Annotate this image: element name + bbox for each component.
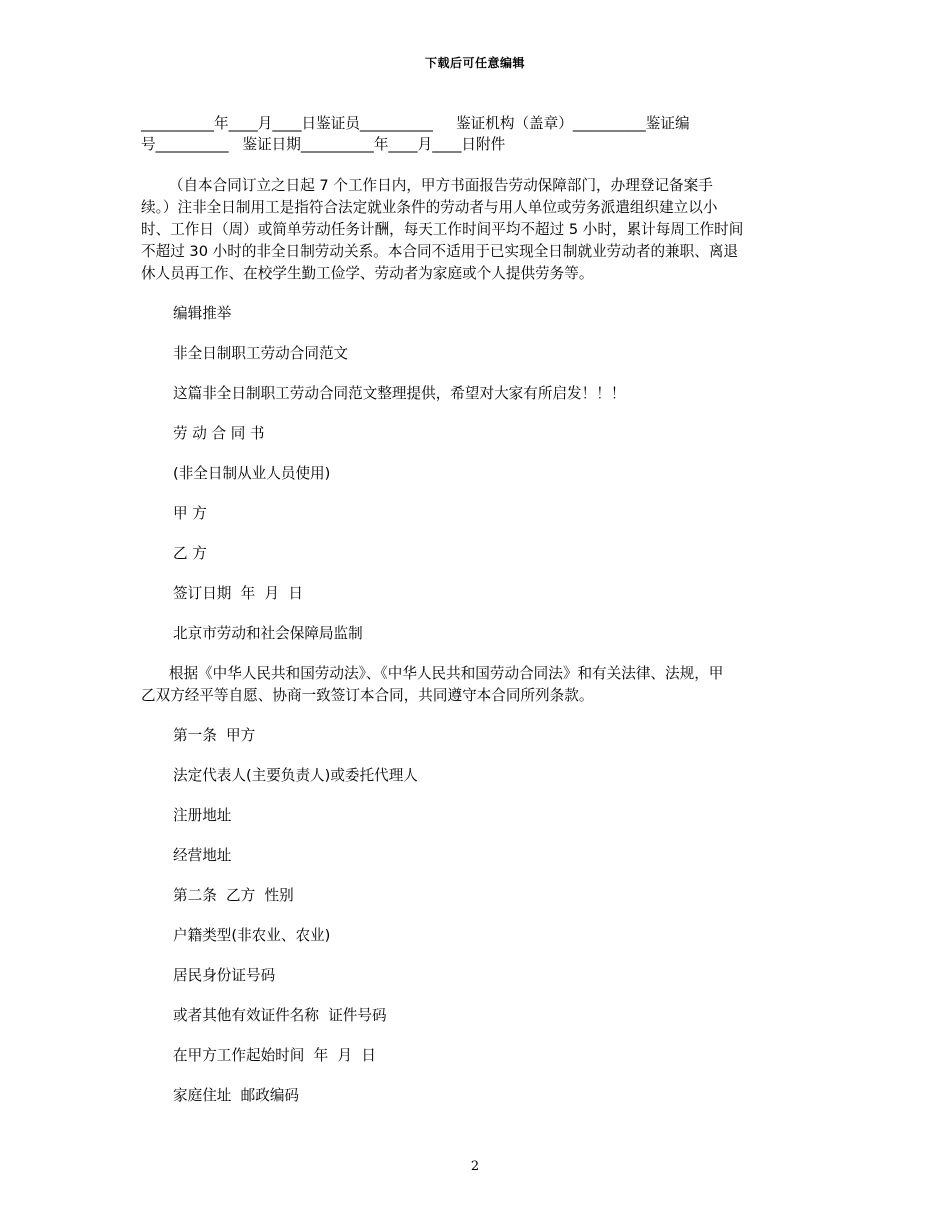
signature-lines: __________年____月____日鉴证员__________ 鉴证机构（盖章）__________鉴证编 号__________ 鉴证日期__________年____月____日附件	[141, 115, 690, 153]
line-contract-sample-title: 非全日制职工劳动合同范文	[173, 345, 349, 362]
law-paragraph: 根据《中华人民共和国劳动法》、《中华人民共和国劳动合同法》和有关法律、法规，甲 乙双方经平等自愿、协商一致签订本合同，共同遵守本合同所列条款。	[141, 665, 724, 704]
line-contract-title: 劳 动 合 同 书	[173, 425, 265, 442]
line-home-address: 家庭住址 邮政编码	[173, 1087, 300, 1104]
line-id-number: 居民身份证号码	[173, 967, 276, 984]
line-legal-rep: 法定代表人(主要负责人)或委托代理人	[173, 767, 418, 784]
line-party-a: 甲 方	[173, 505, 207, 522]
line-edit-recommend: 编辑推举	[173, 305, 232, 322]
line-article-2: 第二条 乙方 性别	[173, 887, 294, 904]
line-other-id: 或者其他有效证件名称 证件号码	[173, 1007, 387, 1024]
line-usage-note: (非全日制从业人员使用)	[173, 465, 331, 482]
document-body	[141, 113, 811, 1125]
line-party-b: 乙 方	[173, 545, 207, 562]
page-header: 下载后可任意编辑	[424, 56, 525, 70]
line-registered-address: 注册地址	[173, 807, 232, 824]
page-number: 2	[470, 1159, 480, 1174]
line-intro: 这篇非全日制职工劳动合同范文整理提供，希望对大家有所启发！！！	[173, 385, 626, 402]
line-sign-date: 签订日期 年 月 日	[173, 585, 303, 602]
line-article-1: 第一条 甲方	[173, 727, 256, 744]
line-household-type: 户籍类型(非农业、农业)	[173, 927, 331, 944]
line-start-date: 在甲方工作起始时间 年 月 日	[173, 1047, 376, 1064]
note-paragraph: （自本合同订立之日起 7 个工作日内，甲方书面报告劳动保障部门，办理登记备案手 续。）注非全日制用工是指符合法定就业条件的劳动者与用人单位或劳务派遣组织建立以小 时、工作日（周）或简单劳动任务计酬，每天工作时间平均不超过 5 小时，累计每周工作时间 不超过 30 小时的非全日制劳动关系。本合同不适用于已实现全日制就业劳动者的兼职、离退 休人员再工作、在校学生勤工俭学、劳动者为家庭或个人提供劳务等。	[141, 177, 744, 282]
line-business-address: 经营地址	[173, 847, 232, 864]
line-supervisor: 北京市劳动和社会保障局监制	[173, 625, 363, 642]
